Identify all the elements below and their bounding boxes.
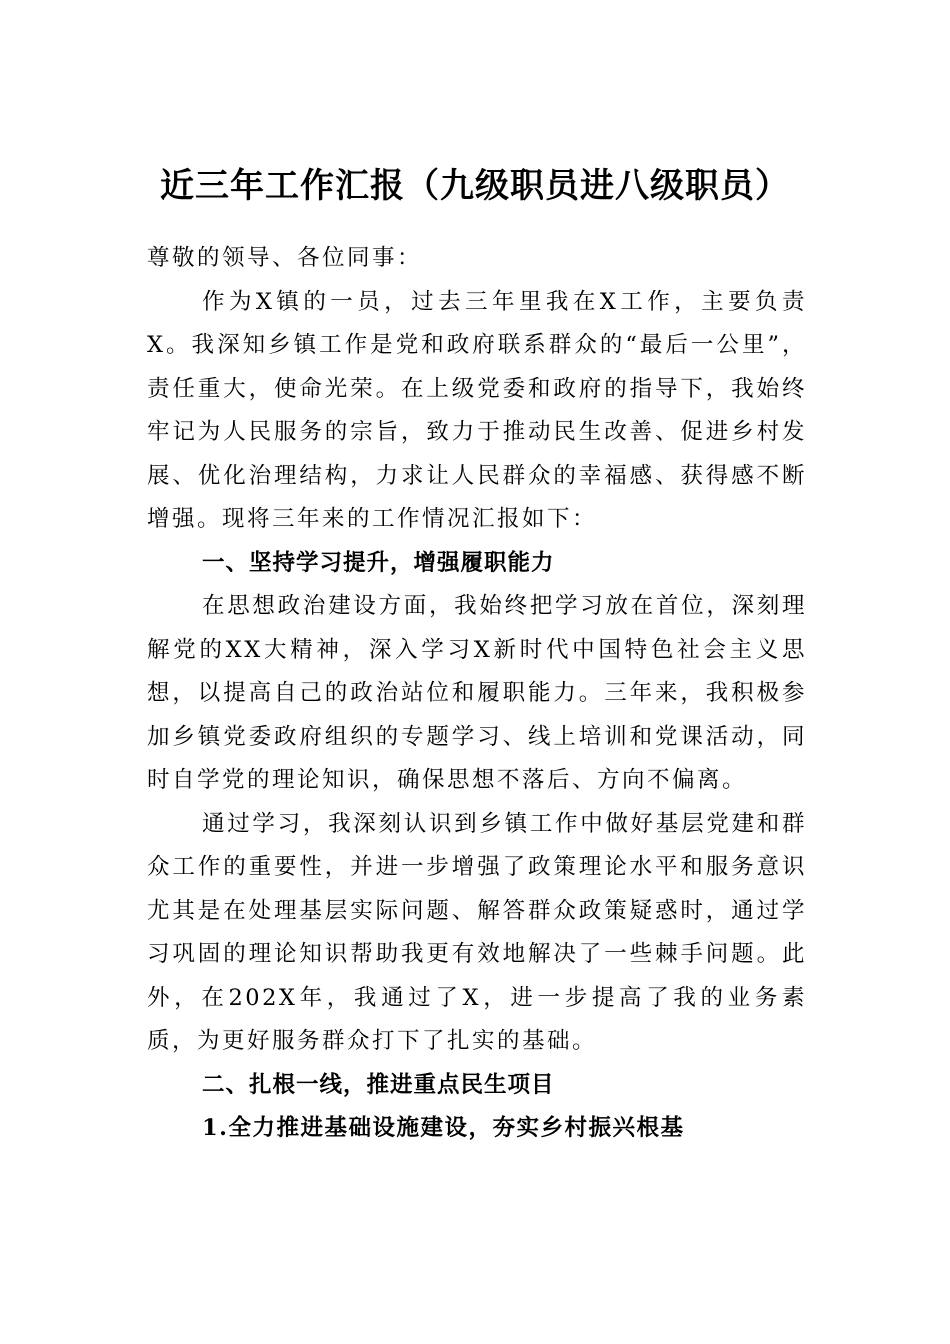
section-1-heading: 一、坚持学习提升，增强履职能力: [202, 549, 555, 576]
salutation: 尊敬的领导、各位同事：: [147, 245, 423, 271]
document-body: [147, 237, 807, 1151]
section-2-subheading-1: 1.全力推进基础设施建设，夯实乡村振兴根基: [202, 1115, 685, 1141]
section-1-paragraph-1: 在思想政治建设方面，我始终把学习放在首位，深刻理解党的XX大精神，深入学习X新时代中国特色社会主义思想，以提高自己的政治站位和履职能力。三年来，我积极参加乡镇党委政府组织的专题学习、线上培训和党课活动，同时自学党的理论知识，确保思想不落后、方向不偏离。: [147, 593, 807, 793]
section-2-heading: 二、扎根一线，推进重点民生项目: [202, 1071, 555, 1098]
section-1-paragraph-2: 通过学习，我深刻认识到乡镇工作中做好基层党建和群众工作的重要性，并进一步增强了政策理论水平和服务意识尤其是在处理基层实际问题、解答群众政策疑惑时，通过学习巩固的理论知识帮助我更有效地解决了一些棘手问题。此外，在202X年，我通过了X，进一步提高了我的业务素质，为更好服务群众打下了扎实的基础。: [147, 810, 807, 1054]
document-title: 近三年工作汇报（九级职员进八级职员）: [160, 166, 790, 206]
intro-paragraph: 作为X镇的一员，过去三年里我在X工作，主要负责X。我深知乡镇工作是党和政府联系群众的“最后一公里”，责任重大，使命光荣。在上级党委和政府的指导下，我始终牢记为人民服务的宗旨，致力于推动民生改善、促进乡村发展、优化治理结构，力求让人民群众的幸福感、获得感不断增强。现将三年来的工作情况汇报如下：: [147, 288, 807, 532]
